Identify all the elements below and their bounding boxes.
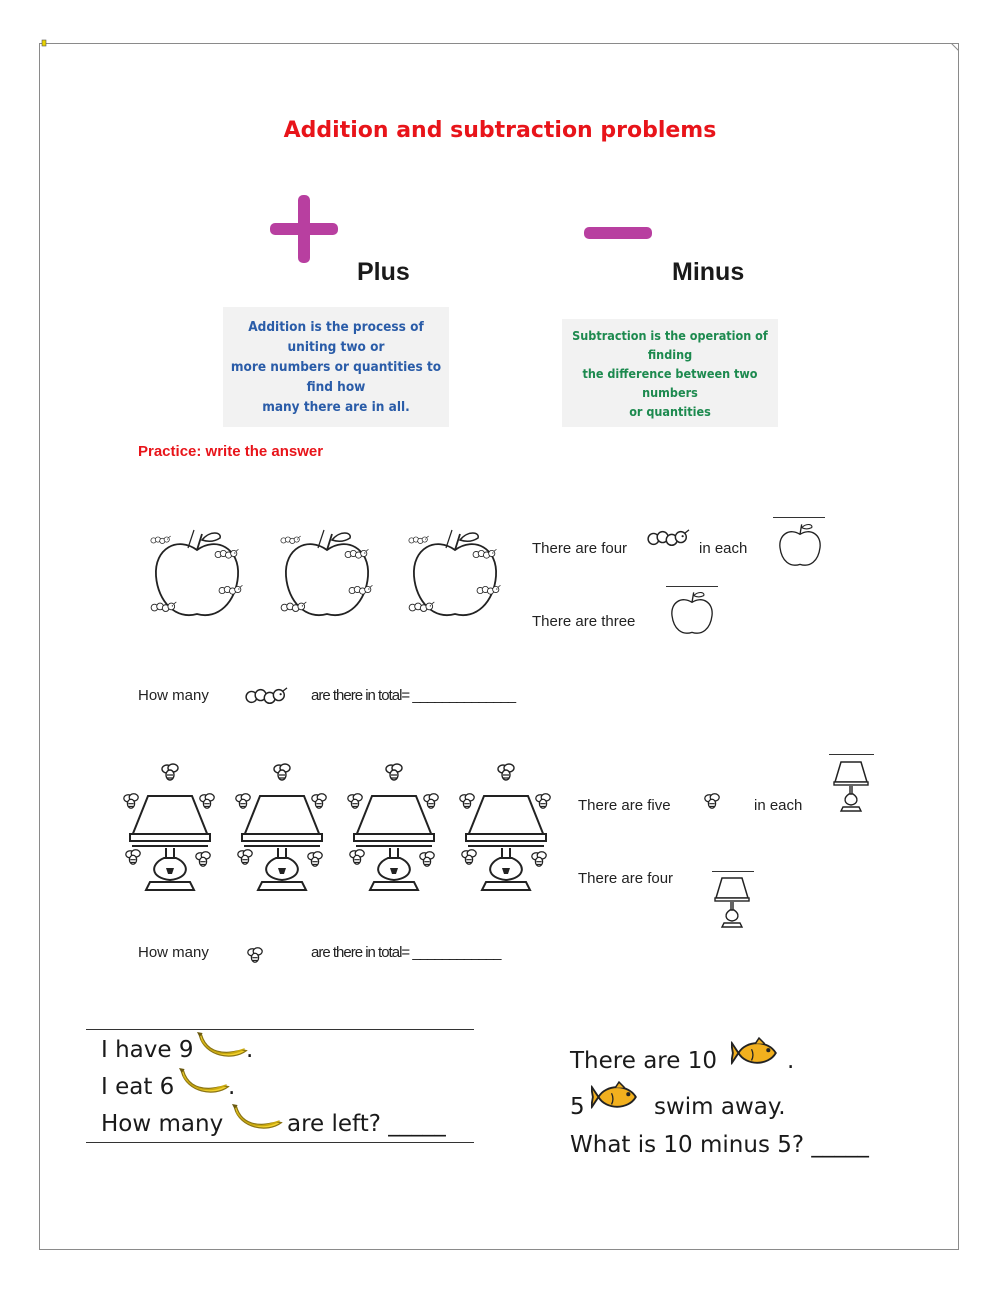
lamp-question-suffix: are there in total= ____________ — [311, 944, 501, 961]
page-corner-fold — [937, 43, 959, 57]
lamp-icon — [712, 872, 752, 932]
banana-line1-text: I have 9 — [101, 1037, 194, 1063]
banana-line3-suffix: are left? _____ — [287, 1111, 446, 1137]
lamp-line1-text: There are five — [578, 797, 671, 814]
subtraction-definition-line: the difference between two — [582, 365, 758, 381]
lamp-with-flies-icon — [232, 762, 332, 898]
banana-icon — [196, 1030, 250, 1064]
apple-icon — [775, 520, 825, 572]
apple-line1-suffix: in each — [699, 540, 748, 557]
apple-with-worms-icon — [406, 528, 504, 624]
fish-line3-text: What is 10 minus 5? _____ — [570, 1132, 869, 1158]
apple-with-worms-icon — [278, 528, 376, 624]
plus-label: Plus — [357, 258, 410, 286]
banana-icon — [178, 1066, 232, 1100]
apple-icon — [667, 588, 717, 640]
top-rule — [86, 1029, 474, 1030]
page-border — [39, 43, 959, 1250]
banana-line2-text: I eat 6 — [101, 1074, 175, 1100]
banana-icon — [231, 1102, 285, 1136]
banana-line3-prefix: How many — [101, 1111, 224, 1137]
fish-icon — [731, 1036, 787, 1070]
minus-sign-icon — [583, 226, 653, 240]
lamp-with-flies-icon — [344, 762, 444, 898]
subtraction-definition-line: numbers — [642, 384, 698, 400]
lamp-icon — [831, 756, 871, 816]
apple-line2-text: There are three — [532, 613, 636, 630]
blank-line — [666, 586, 718, 587]
fly-icon — [246, 946, 264, 964]
minus-label: Minus — [672, 258, 745, 286]
addition-definition-line: find how — [306, 379, 366, 395]
lamp-with-flies-icon — [456, 762, 556, 898]
banana-line2-period: . — [228, 1074, 236, 1100]
addition-definition-line: more numbers or quantities to — [230, 359, 442, 375]
worm-icon — [646, 528, 692, 548]
lamp-line1-suffix: in each — [754, 797, 803, 814]
lamp-line2-text: There are four — [578, 870, 674, 887]
fish-icon — [591, 1080, 647, 1114]
practice-instruction: Practice: write the answer — [138, 443, 324, 460]
apple-question-prefix: How many — [138, 687, 209, 704]
plus-sign-icon — [268, 193, 340, 265]
worm-icon — [244, 686, 290, 706]
addition-definition-line: uniting two or — [287, 339, 385, 355]
subtraction-definition-line: Subtraction is the operation of — [572, 327, 768, 343]
fish-line1-text: There are 10 — [570, 1048, 717, 1074]
subtraction-definition-line: or quantities — [629, 403, 711, 419]
addition-definition — [223, 307, 449, 427]
addition-definition-line: many there are in all. — [262, 399, 410, 415]
addition-definition-line: Addition is the process of — [248, 319, 424, 335]
fish-line1-period: . — [787, 1048, 795, 1074]
blank-line — [829, 754, 874, 755]
apple-with-worms-icon — [148, 528, 246, 624]
lamp-question-prefix: How many — [138, 944, 209, 961]
blank-line — [773, 517, 825, 518]
subtraction-definition — [562, 319, 778, 427]
apple-question-suffix: are there in total= ______________ — [311, 687, 516, 704]
page-title: Addition and subtraction problems — [283, 118, 717, 143]
subtraction-definition-line: finding — [647, 346, 693, 362]
fish-line2-number: 5 — [570, 1094, 585, 1120]
banana-line1-period: . — [246, 1037, 254, 1063]
lamp-with-flies-icon — [120, 762, 220, 898]
fish-line2-text: swim away. — [654, 1094, 786, 1120]
fly-icon — [703, 792, 721, 810]
apple-line1-text: There are four — [532, 540, 628, 557]
anchor-icon — [41, 39, 47, 47]
bottom-rule — [86, 1142, 474, 1143]
